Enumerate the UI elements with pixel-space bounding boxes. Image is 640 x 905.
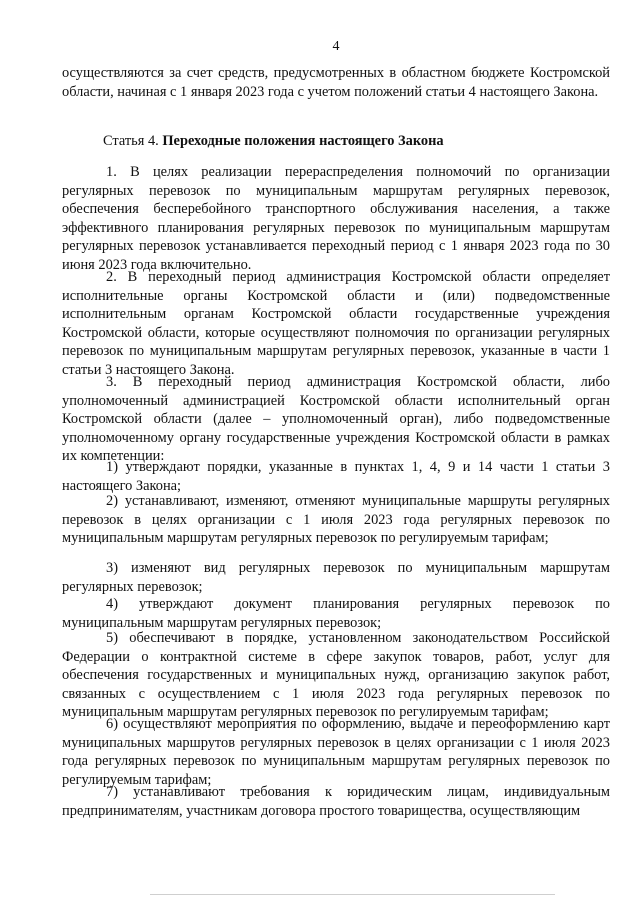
- subparagraph-1: 1) утверждают порядки, указанные в пунктах 1, 4, 9 и 14 части 1 статьи 3 настоящего Закона;: [62, 459, 610, 494]
- footer-divider: [150, 894, 555, 895]
- article-heading: [103, 132, 444, 151]
- subparagraph-7: 7) устанавливают требования к юридическим лицам, индивидуальным предпринимателям, участникам договора простого товарищества, осуществляющим: [62, 784, 610, 819]
- paragraph-1: 1. В целях реализации перераспределения полномочий по организации регулярных перевозок по муниципальным маршрутам регулярных перевозок, обеспечения бесперебойного транспортного обслуживания населения, а также эффективного планирования регулярных перевозок по муниципальным маршрутам регулярных перевозок устанавливается переходный период с 1 января 2023 года по 30 июня 2023 года включительно.: [62, 164, 610, 273]
- subparagraph-5: 5) обеспечивают в порядке, установленном законодательством Российской Федерации о контрактной системе в сфере закупок товаров, работ, услуг для обеспечения государственных и муниципальных нужд, организацию закупок работ, связанных с осуществлением с 1 июля 2023 года регулярных перевозок по муниципальным маршрутам регулярных перевозок по регулируемым тарифам;: [62, 630, 610, 721]
- article-prefix: Статья 4.: [103, 133, 159, 149]
- subparagraph-3: 3) изменяют вид регулярных перевозок по муниципальным маршрутам регулярных перевозок;: [62, 560, 610, 595]
- subparagraph-6: 6) осуществляют мероприятия по оформлению, выдаче и переоформлению карт муниципальных маршрутов регулярных перевозок в целях организации с 1 июля 2023 года регулярных перевозок по муниципальным маршрутам регулярных перевозок по регулируемым тарифам;: [62, 716, 610, 788]
- subparagraph-2: 2) устанавливают, изменяют, отменяют муниципальные маршруты регулярных перевозок в целях организации с 1 июля 2023 года регулярных перевозок по муниципальным маршрутам регулярных перевозок по регулируемым тарифам;: [62, 493, 610, 547]
- intro-paragraph: осуществляются за счет средств, предусмотренных в областном бюджете Костромской области, начиная с 1 января 2023 года с учетом положений статьи 4 настоящего Закона.: [62, 65, 610, 100]
- subparagraph-4: 4) утверждают документ планирования регулярных перевозок по муниципальным маршрутам регулярных перевозок;: [62, 596, 610, 631]
- paragraph-3: 3. В переходный период администрация Костромской области, либо уполномоченный администрацией Костромской области исполнительный орган Костромской области (далее – уполномоченный орган), либо подведомственные уполномоченному органу государственные учреждения Костромской области в рамках их компетенции:: [62, 374, 610, 465]
- article-title: Переходные положения настоящего Закона: [162, 133, 444, 149]
- page-number: 4: [332, 39, 340, 54]
- paragraph-2: 2. В переходный период администрация Костромской области определяет исполнительные органы Костромской области и (или) подведомственные исполнительным органам Костромской области государственные учреждения Костромской области, которые осуществляют полномочия по организации регулярных перевозок по муниципальным маршрутам регулярных перевозок, указанные в части 1 статьи 3 настоящего Закона.: [62, 269, 610, 378]
